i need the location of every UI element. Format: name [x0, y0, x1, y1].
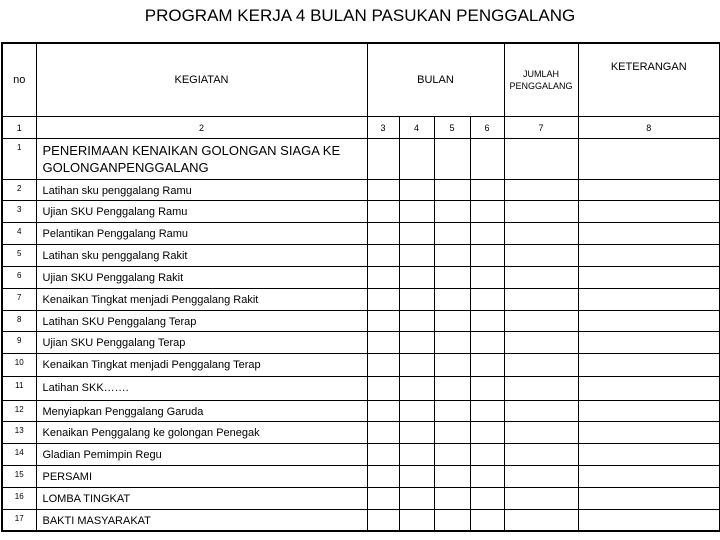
activity-cell: PERSAMI [36, 466, 367, 488]
work-program-table [1, 42, 720, 532]
row-number: 13 [2, 422, 36, 444]
empty-cell [578, 223, 720, 245]
table-row [2, 223, 720, 245]
activity-cell: PENERIMAAN KENAIKAN GOLONGAN SIAGA KE GOLONGANPENGGALANG [36, 139, 367, 180]
empty-cell [399, 510, 434, 532]
activity-cell: Latihan sku penggalang Rakit [36, 245, 367, 267]
row-number: 15 [2, 466, 36, 488]
empty-cell [578, 311, 720, 332]
empty-cell [470, 139, 504, 180]
header-jumlah: JUMLAH PENGGALANG [504, 43, 578, 117]
activity-cell: Latihan SKU Penggalang Terap [36, 311, 367, 332]
empty-cell [434, 466, 470, 488]
row-number: 8 [2, 311, 36, 332]
empty-cell [399, 289, 434, 311]
column-number-row [2, 117, 720, 139]
activity-cell: Pelantikan Penggalang Ramu [36, 223, 367, 245]
empty-cell [470, 354, 504, 377]
column-number: 2 [36, 117, 367, 139]
empty-cell [504, 354, 578, 377]
empty-cell [367, 401, 399, 422]
empty-cell [367, 289, 399, 311]
table-row [2, 510, 720, 532]
empty-cell [470, 201, 504, 223]
empty-cell [578, 201, 720, 223]
empty-cell [367, 245, 399, 267]
empty-cell [504, 332, 578, 354]
empty-cell [367, 311, 399, 332]
activity-cell: Kenaikan Tingkat menjadi Penggalang Terap [36, 354, 367, 377]
header-no: no [2, 43, 36, 117]
empty-cell [434, 245, 470, 267]
empty-cell [367, 488, 399, 510]
empty-cell [434, 510, 470, 532]
header-keterangan: KETERANGAN [578, 43, 720, 117]
empty-cell [470, 267, 504, 289]
row-number: 16 [2, 488, 36, 510]
empty-cell [578, 180, 720, 201]
empty-cell [434, 488, 470, 510]
empty-cell [399, 444, 434, 466]
empty-cell [470, 332, 504, 354]
table-row [2, 422, 720, 444]
activity-cell: Kenaikan Tingkat menjadi Penggalang Rakit [36, 289, 367, 311]
table-row [2, 289, 720, 311]
empty-cell [504, 422, 578, 444]
empty-cell [578, 289, 720, 311]
table-body [2, 139, 720, 532]
empty-cell [367, 201, 399, 223]
empty-cell [367, 267, 399, 289]
empty-cell [578, 139, 720, 180]
empty-cell [367, 139, 399, 180]
empty-cell [434, 422, 470, 444]
activity-cell: Menyiapkan Penggalang Garuda [36, 401, 367, 422]
activity-cell: Latihan SKK……. [36, 377, 367, 401]
empty-cell [367, 180, 399, 201]
empty-cell [399, 267, 434, 289]
empty-cell [470, 444, 504, 466]
empty-cell [504, 311, 578, 332]
table-row [2, 201, 720, 223]
empty-cell [504, 466, 578, 488]
empty-cell [578, 267, 720, 289]
empty-cell [434, 289, 470, 311]
empty-cell [470, 223, 504, 245]
table-row [2, 139, 720, 180]
empty-cell [367, 466, 399, 488]
empty-cell [504, 377, 578, 401]
empty-cell [504, 223, 578, 245]
empty-cell [434, 444, 470, 466]
empty-cell [434, 139, 470, 180]
empty-cell [578, 444, 720, 466]
empty-cell [504, 201, 578, 223]
empty-cell [367, 354, 399, 377]
empty-cell [434, 332, 470, 354]
empty-cell [504, 289, 578, 311]
empty-cell [504, 267, 578, 289]
empty-cell [434, 267, 470, 289]
empty-cell [470, 289, 504, 311]
page-title: PROGRAM KERJA 4 BULAN PASUKAN PENGGALANG [144, 6, 576, 25]
empty-cell [578, 488, 720, 510]
empty-cell [367, 444, 399, 466]
row-number: 1 [2, 139, 36, 180]
empty-cell [578, 466, 720, 488]
empty-cell [578, 332, 720, 354]
empty-cell [367, 422, 399, 444]
table-row [2, 245, 720, 267]
column-number: 3 [367, 117, 399, 139]
empty-cell [578, 422, 720, 444]
empty-cell [470, 311, 504, 332]
empty-cell [399, 223, 434, 245]
column-number: 7 [504, 117, 578, 139]
empty-cell [399, 377, 434, 401]
empty-cell [399, 245, 434, 267]
row-number: 10 [2, 354, 36, 377]
empty-cell [367, 377, 399, 401]
empty-cell [470, 466, 504, 488]
empty-cell [434, 180, 470, 201]
row-number: 3 [2, 201, 36, 223]
row-number: 11 [2, 377, 36, 401]
table-row [2, 444, 720, 466]
column-number: 4 [399, 117, 434, 139]
empty-cell [578, 245, 720, 267]
activity-cell: Kenaikan Penggalang ke golongan Penegak [36, 422, 367, 444]
row-number: 17 [2, 510, 36, 532]
empty-cell [399, 354, 434, 377]
table-row [2, 466, 720, 488]
empty-cell [434, 401, 470, 422]
row-number: 7 [2, 289, 36, 311]
empty-cell [399, 488, 434, 510]
activity-cell: BAKTI MASYARAKAT [36, 510, 367, 532]
empty-cell [470, 245, 504, 267]
empty-cell [504, 444, 578, 466]
empty-cell [470, 510, 504, 532]
empty-cell [470, 488, 504, 510]
table-row [2, 180, 720, 201]
empty-cell [434, 377, 470, 401]
empty-cell [367, 332, 399, 354]
row-number: 12 [2, 401, 36, 422]
empty-cell [399, 201, 434, 223]
empty-cell [434, 311, 470, 332]
activity-cell: Gladian Pemimpin Regu [36, 444, 367, 466]
table-row [2, 377, 720, 401]
column-number: 6 [470, 117, 504, 139]
empty-cell [578, 354, 720, 377]
row-number: 14 [2, 444, 36, 466]
empty-cell [578, 510, 720, 532]
empty-cell [434, 201, 470, 223]
activity-cell: Ujian SKU Penggalang Rakit [36, 267, 367, 289]
header-bulan: BULAN [367, 43, 504, 117]
column-number: 5 [434, 117, 470, 139]
table-row [2, 354, 720, 377]
empty-cell [399, 401, 434, 422]
empty-cell [504, 245, 578, 267]
empty-cell [399, 139, 434, 180]
empty-cell [504, 139, 578, 180]
empty-cell [399, 332, 434, 354]
row-number: 6 [2, 267, 36, 289]
header-row [2, 43, 720, 117]
empty-cell [578, 401, 720, 422]
column-number: 1 [2, 117, 36, 139]
row-number: 4 [2, 223, 36, 245]
row-number: 9 [2, 332, 36, 354]
empty-cell [504, 488, 578, 510]
table-row [2, 488, 720, 510]
row-number: 5 [2, 245, 36, 267]
empty-cell [434, 223, 470, 245]
table-row [2, 267, 720, 289]
table-row [2, 311, 720, 332]
empty-cell [578, 377, 720, 401]
activity-cell: Ujian SKU Penggalang Ramu [36, 201, 367, 223]
empty-cell [399, 180, 434, 201]
empty-cell [470, 377, 504, 401]
header-kegiatan: KEGIATAN [36, 43, 367, 117]
empty-cell [504, 510, 578, 532]
empty-cell [399, 311, 434, 332]
empty-cell [367, 510, 399, 532]
empty-cell [470, 422, 504, 444]
row-number: 2 [2, 180, 36, 201]
activity-cell: LOMBA TINGKAT [36, 488, 367, 510]
activity-cell: Latihan sku penggalang Ramu [36, 180, 367, 201]
empty-cell [399, 466, 434, 488]
table-row [2, 401, 720, 422]
empty-cell [367, 223, 399, 245]
empty-cell [470, 401, 504, 422]
empty-cell [470, 180, 504, 201]
empty-cell [434, 354, 470, 377]
empty-cell [504, 180, 578, 201]
activity-cell: Ujian SKU Penggalang Terap [36, 332, 367, 354]
column-number: 8 [578, 117, 720, 139]
table-row [2, 332, 720, 354]
empty-cell [504, 401, 578, 422]
empty-cell [399, 422, 434, 444]
